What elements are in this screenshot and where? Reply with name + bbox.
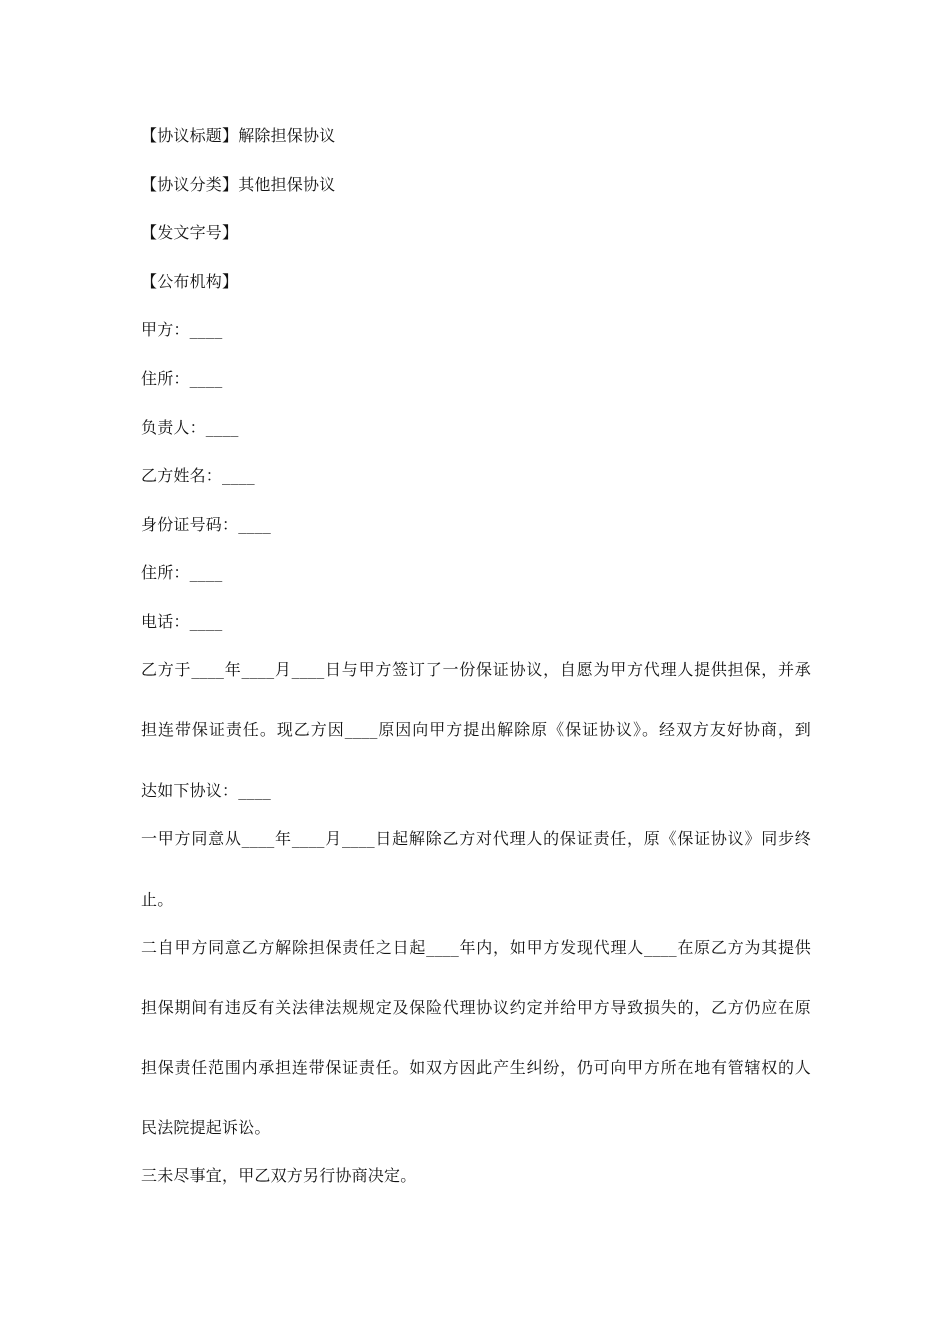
party-b-address: 住所：____ xyxy=(141,563,223,582)
clause-1-line: 止。 xyxy=(141,890,174,909)
party-a-name: 甲方：____ xyxy=(141,320,223,339)
agreement-title: 【协议标题】解除担保协议 xyxy=(141,126,336,145)
clause-2-line: 担保期间有违反有关法律法规规定及保险代理协议约定并给甲方导致损失的，乙方仍应在原 xyxy=(141,998,811,1017)
preamble-line: 担连带保证责任。现乙方因____原因向甲方提出解除原《保证协议》。经双方友好协商，到 xyxy=(141,720,811,739)
party-b-phone: 电话：____ xyxy=(141,612,223,631)
clause-1-line: 一甲方同意从____年____月____日起解除乙方对代理人的保证责任，原《保证协议》同步终 xyxy=(141,829,811,848)
document-number: 【发文字号】 xyxy=(141,223,239,242)
party-b-name: 乙方姓名：____ xyxy=(141,466,255,485)
clause-2-line: 民法院提起诉讼。 xyxy=(141,1118,271,1137)
clause-3-line: 三未尽事宜，甲乙双方另行协商决定。 xyxy=(141,1166,417,1185)
issuing-authority: 【公布机构】 xyxy=(141,272,239,291)
party-b-id-number: 身份证号码：____ xyxy=(141,515,272,534)
party-a-principal: 负责人：____ xyxy=(141,418,239,437)
party-a-address: 住所：____ xyxy=(141,369,223,388)
clause-2-line: 担保责任范围内承担连带保证责任。如双方因此产生纠纷，仍可向甲方所在地有管辖权的人 xyxy=(141,1058,811,1077)
preamble-line: 达如下协议：____ xyxy=(141,781,272,800)
clause-2-line: 二自甲方同意乙方解除担保责任之日起____年内，如甲方发现代理人____在原乙方为其提供 xyxy=(141,938,811,957)
agreement-category: 【协议分类】其他担保协议 xyxy=(141,175,336,194)
preamble-line: 乙方于____年____月____日与甲方签订了一份保证协议，自愿为甲方代理人提供担保，并承 xyxy=(141,660,811,679)
